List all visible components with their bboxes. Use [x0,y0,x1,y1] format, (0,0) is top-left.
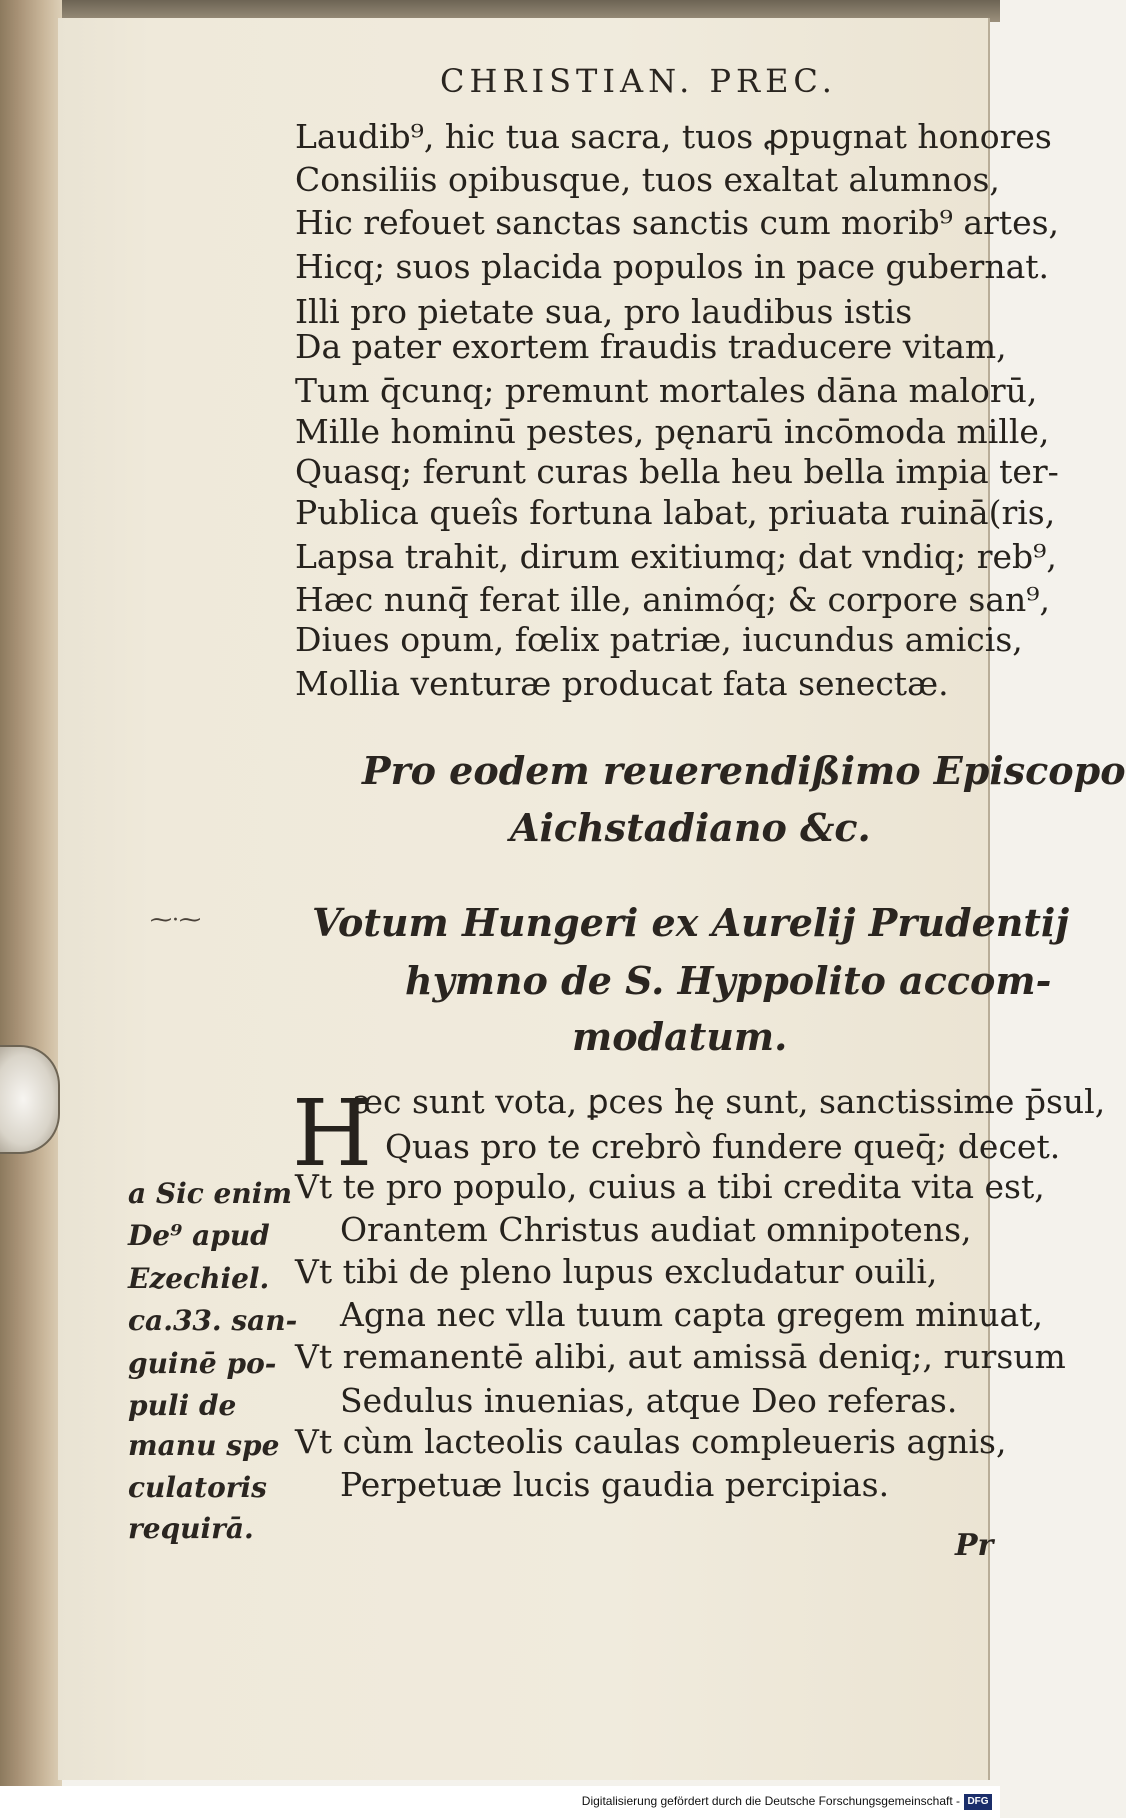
poem-line: Hæc nunq̄ ferat ille, animóq; & corpore san⁹, [295,580,1050,619]
poem-line: Mollia venturæ producat fata senectæ. [295,664,949,703]
poem-line: Hicq; suos placida populos in pace gubernat. [295,247,1050,286]
poem-line: Da pater exortem fraudis traducere vitam, [295,327,1007,366]
clasp-icon [0,1045,60,1154]
poem-line: Diues opum, fœlix patriæ, iucundus amicis, [295,620,1023,659]
poem-line: Mille hominū pestes, pęnarū incōmoda mille, [295,412,1050,451]
poem-line: Consiliis opibusque, tuos exaltat alumnos, [295,160,1000,199]
ornament-icon: ⁓·⁓ [150,908,201,933]
drop-cap: H [292,1080,373,1187]
footer-bar [0,1786,1000,1818]
votum-line: Vt cùm lacteolis caulas compleueris agnis, [295,1422,1007,1461]
poem-line: Quasq; ferunt curas bella heu bella impia ter- [295,452,1059,491]
poem-line: Illi pro pietate sua, pro laudibus istis [295,292,913,331]
book-edge-left [0,0,62,1818]
poem-line: Tum q̄cunq; premunt mortales dāna malorū, [295,371,1038,410]
dfg-logo: DFG [964,1794,992,1810]
marginal-note-line: manu spe [128,1429,280,1462]
catchword: Pr [955,1528,994,1563]
poem-line: Publica queîs fortuna labat, priuata ruinā(ris, [295,493,1056,532]
marginal-note-line: ca.33. san- [128,1304,298,1337]
marginal-note-line: De⁹ apud [128,1219,270,1252]
votum-line: Agna nec vlla tuum capta gregem minuat, [340,1295,1043,1334]
votum-line: Vt te pro populo, cuius a tibi credita vita est, [295,1167,1045,1206]
votum-line: Vt tibi de pleno lupus excludatur ouili, [295,1252,938,1291]
marginal-note-line: puli de [128,1389,237,1422]
votum-line: Perpetuæ lucis gaudia percipias. [340,1465,890,1504]
running-head: CHRISTIAN. PREC. [440,62,837,100]
section-heading-line: Votum Hungeri ex Aurelij Prudentij [312,900,1070,945]
votum-line: Vt remanentē alibi, aut amissā deniq;, rursum [295,1337,1066,1376]
votum-line: Orantem Christus audiat omnipotens, [340,1210,972,1249]
footer-credit: Digitalisierung gefördert durch die Deutsche Forschungsgemeinschaft - [581,1794,960,1808]
marginal-note-line: culatoris [128,1471,267,1504]
poem-line: Laudib⁹, hic tua sacra, tuos ꝓpugnat honores [295,117,1052,156]
votum-line: æc sunt vota, ꝑces hę sunt, sanctissime p̄sul, [352,1082,1106,1121]
section-heading-line: Aichstadiano &c. [510,805,871,850]
marginal-note-line: Ezechiel. [128,1262,270,1295]
section-heading-line: hymno de S. Hyppolito accom- [405,958,1052,1003]
poem-line: Hic refouet sanctas sanctis cum morib⁹ artes, [295,203,1060,242]
section-heading-line: Pro eodem reuerendißimo Episcopo [362,748,1126,793]
poem-line: Lapsa trahit, dirum exitiumq; dat vndiq; reb⁹, [295,537,1057,576]
marginal-note-line: guinē po- [128,1347,277,1380]
votum-line: Quas pro te crebrò fundere queq̄; decet. [385,1127,1061,1166]
section-heading-line: modatum. [572,1014,788,1059]
marginal-note-line: a Sic enim [128,1177,292,1210]
votum-line: Sedulus inuenias, atque Deo referas. [340,1381,958,1420]
marginal-note-line: requirā. [128,1512,254,1545]
